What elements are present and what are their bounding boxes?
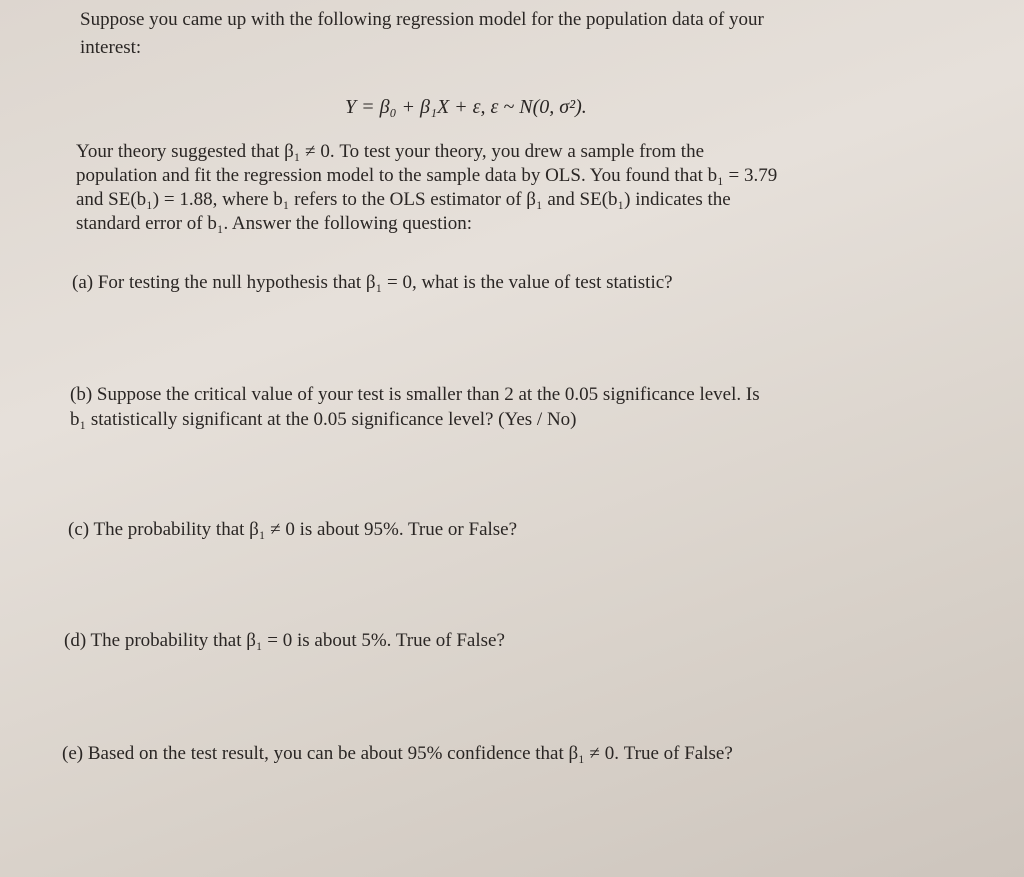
context-line-1: Your theory suggested that β₁ ≠ 0. To test your theory, you drew a sample from the bbox=[76, 141, 705, 162]
question-e: (e) Based on the test result, you can be about 95% confidence that β₁ ≠ 0. True of False? bbox=[62, 743, 733, 764]
regression-equation: Y = β₀ + β₁X + ε, ε ~ N(0, σ²). bbox=[345, 96, 587, 118]
intro-line-1: Suppose you came up with the following regression model for the population data of your bbox=[80, 9, 764, 30]
question-a: (a) For testing the null hypothesis that β₁ = 0, what is the value of test statistic? bbox=[72, 272, 673, 293]
intro-line-2: interest: bbox=[80, 37, 142, 58]
question-d: (d) The probability that β₁ = 0 is about 5%. True of False? bbox=[64, 630, 505, 651]
question-c: (c) The probability that β₁ ≠ 0 is about 95%. True or False? bbox=[68, 519, 518, 540]
context-line-4: standard error of b₁. Answer the following question: bbox=[76, 213, 473, 234]
question-b-line-1: (b) Suppose the critical value of your test is smaller than 2 at the 0.05 significance level. Is bbox=[70, 384, 760, 405]
context-line-3: and SE(b₁) = 1.88, where b₁ refers to the OLS estimator of β₁ and SE(b₁) indicates the bbox=[76, 189, 731, 210]
question-b-line-2: b₁ statistically significant at the 0.05 significance level? (Yes / No) bbox=[70, 409, 577, 430]
context-line-2: population and fit the regression model to the sample data by OLS. You found that b₁ = 3.79 bbox=[76, 165, 778, 186]
